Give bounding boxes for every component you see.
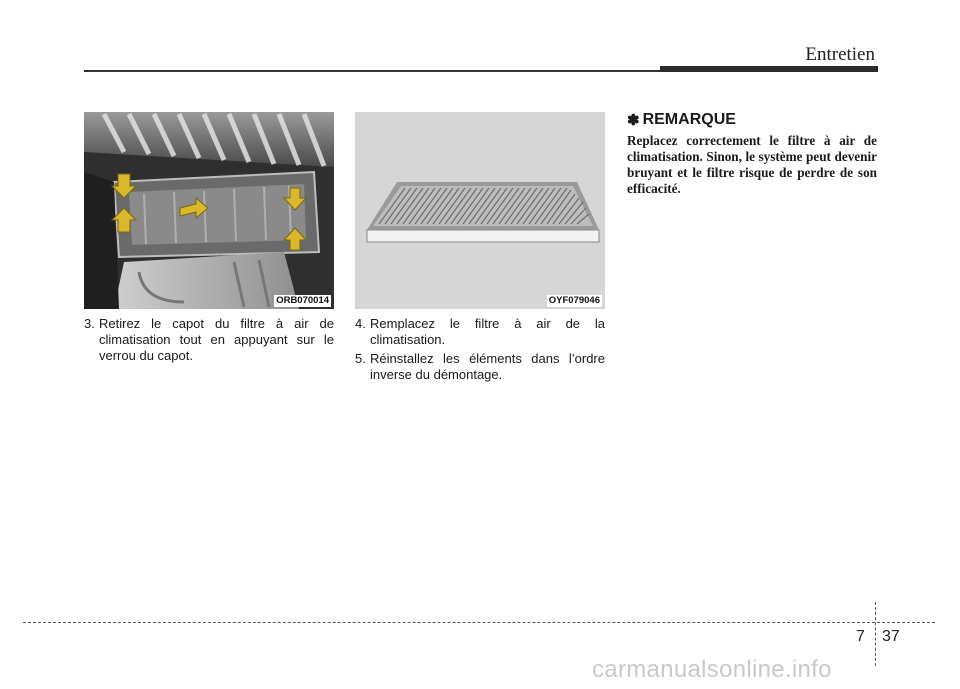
header-rule-thick xyxy=(660,66,878,72)
step-text: Retirez le capot du filtre à air de climatisation tout en appuyant sur le verrou du capot. xyxy=(99,316,334,363)
step-text: Réinstallez les éléments dans l’ordre inverse du démontage. xyxy=(370,351,605,382)
figure-code: ORB070014 xyxy=(276,295,329,306)
note-heading xyxy=(627,111,877,129)
note-box xyxy=(627,111,877,197)
list-item xyxy=(355,351,605,383)
list-item xyxy=(84,316,334,364)
filter-cover-photo xyxy=(84,112,334,309)
steps-list-left xyxy=(84,316,334,367)
page-number: 37 xyxy=(882,628,900,645)
step-number: 4. xyxy=(355,316,366,331)
figure-air-filter xyxy=(355,112,605,309)
footer-dashed-divider xyxy=(875,602,876,666)
note-body: Replacez correctement le filtre à air de climatisation. Sinon, le système peut devenir bruyant et le filtre risque de perdre de son efficacité. xyxy=(627,133,877,196)
asterisk-icon: ✽ xyxy=(627,112,640,129)
step-text: Remplacez le filtre à air de la climatisation. xyxy=(370,316,605,347)
air-filter-photo xyxy=(355,112,605,309)
list-item xyxy=(355,316,605,348)
step-number: 3. xyxy=(84,316,95,331)
steps-list-right xyxy=(355,316,605,386)
header-rule-thin xyxy=(84,70,660,72)
figure-filter-cover xyxy=(84,112,334,309)
figure-code: OYF079046 xyxy=(548,295,600,306)
step-number: 5. xyxy=(355,351,366,366)
footer-dashed-rule xyxy=(23,622,935,623)
chapter-number: 7 xyxy=(856,628,865,645)
note-title: REMARQUE xyxy=(642,111,736,128)
section-title: Entretien xyxy=(805,44,875,65)
watermark: carmanualsonline.info xyxy=(592,656,832,683)
